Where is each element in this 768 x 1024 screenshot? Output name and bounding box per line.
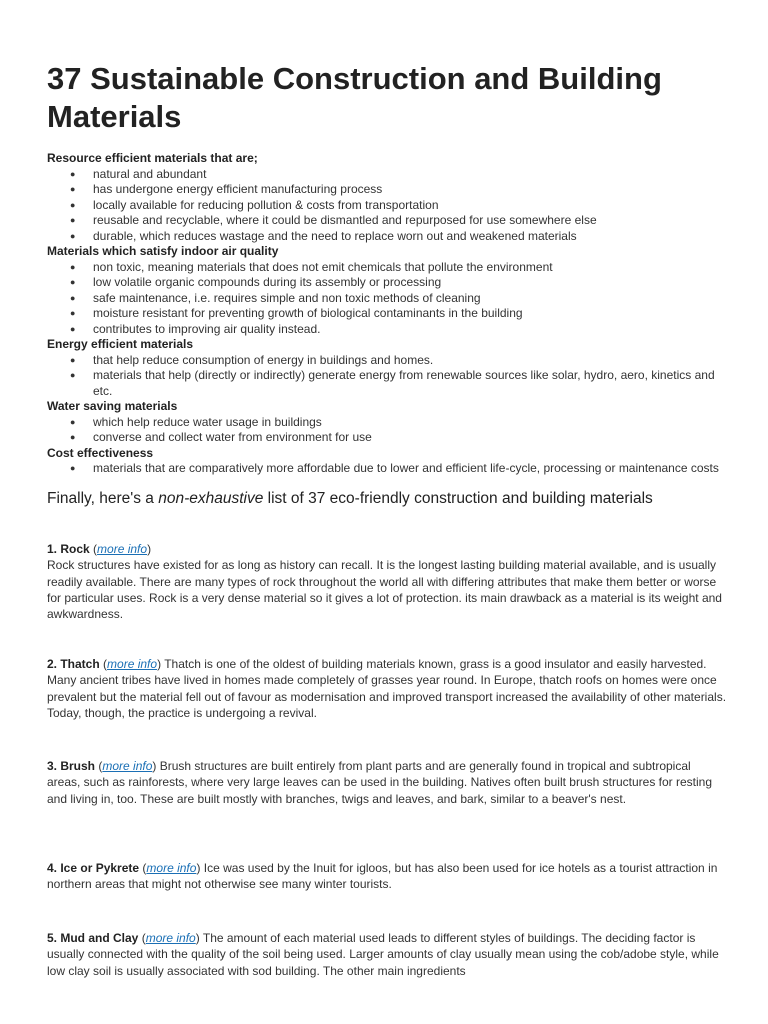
criteria-list <box>47 167 727 245</box>
list-item: ● contributes to improving air quality instead. <box>70 321 321 336</box>
list-item: ● low volatile organic compounds during its assembly or processing <box>70 275 442 289</box>
entry-text: Rock structures have existed for as long as history can recall. It is the longest lasting building material available, and is usually readily available. There are many types of rock throughout the world all with differing attributes that make them better or worse for particular uses. Rock is a very dense material so it gives a lot of protection. its main drawback as a material is its weight and awkwardness. <box>47 558 722 622</box>
bullet-icon: ● <box>70 370 76 380</box>
bullet-icon: ● <box>70 261 76 272</box>
entry-text: Thatch is one of the oldest of building materials known, grass is a good insulator and easily harvested. Many ancient tribes have lived in homes made completely of grasses year round. In Europe, thatch roofs on homes were once prevalent but the material fell out of favour as modernisation and improved transport increased the availability of other materials. Today, though, the practice is undergoing a revival. <box>47 657 727 720</box>
entry-title: 2. Thatch <box>47 657 100 671</box>
entry-title: 1. Rock <box>47 542 90 556</box>
list-item: ● has undergone energy efficient manufacturing process <box>70 182 383 196</box>
material-entry-ice: 4. Ice or Pykrete (more info) Ice was used by the Inuit for igloos, but has also been used for ice hotels as a tourist attraction in northern areas that might not otherwise see many winter tourists. <box>47 861 718 892</box>
section-heading: Water saving materials <box>47 399 178 413</box>
entry-title: 3. Brush <box>47 759 96 773</box>
criteria-list <box>47 461 727 477</box>
bullet-icon: ● <box>70 323 76 334</box>
entry-title: 5. Mud and Clay <box>47 931 139 945</box>
criteria-list <box>47 353 727 400</box>
bullet-icon: ● <box>70 416 76 427</box>
list-item: ● locally available for reducing pollution & costs from transportation <box>70 197 439 212</box>
entry-title: 4. Ice or Pykrete <box>47 861 140 875</box>
bullet-icon: ● <box>70 168 76 179</box>
more-info-link[interactable]: more info <box>145 931 196 945</box>
bullet-icon: ● <box>70 292 76 303</box>
more-info-link[interactable]: more info <box>97 542 148 556</box>
criteria-sections <box>47 151 727 477</box>
list-intro-heading: Finally, here's a non-exhaustive list of 37 eco-friendly construction and building materials <box>47 490 653 507</box>
more-info-link[interactable]: more info <box>146 861 197 875</box>
list-item: ● safe maintenance, i.e. requires simple and non toxic methods of cleaning <box>70 290 481 305</box>
bullet-icon: ● <box>70 463 76 473</box>
section-heading: Resource efficient materials that are; <box>47 151 258 165</box>
entry-text: The amount of each material used leads to different styles of buildings. The deciding factor is usually connected with the quality of the soil being used. Larger amounts of clay usually mean using the cob/adobe style, while low clay soil is usually associated with sod building. The other main ingredients <box>47 931 719 978</box>
criteria-list <box>47 260 727 338</box>
bullet-icon: ● <box>70 184 76 194</box>
more-info-link[interactable]: more info <box>102 759 153 773</box>
criteria-list <box>47 415 727 446</box>
bullet-icon: ● <box>70 230 76 241</box>
section-heading: Cost effectiveness <box>47 445 154 460</box>
entry-text: Ice was used by the Inuit for igloos, but has also been used for ice hotels as a tourist attraction in northern areas that might not otherwise see many winter tourists. <box>47 861 718 892</box>
bullet-icon: ● <box>70 308 76 318</box>
list-item: ● materials that are comparatively more affordable due to lower and efficient life-cycle, processing or maintenance costs <box>70 461 719 475</box>
list-item: ● durable, which reduces wastage and the need to replace worn out and weakened materials <box>70 228 577 243</box>
list-item: ● non toxic, meaning materials that does not emit chemicals that pollute the environment <box>70 259 553 274</box>
material-entry-mud-clay: 5. Mud and Clay (more info) The amount of each material used leads to different styles of buildings. The deciding factor is usually connected with the quality of the soil being used. Larger amounts of clay usually mean using the cob/adobe style, while low clay soil is usually associated with sod building. The other main ingredients <box>47 931 719 978</box>
material-entry-rock: 1. Rock (more info) Rock structures have existed for as long as history can recall. It is the longest lasting building material available, and is usually readily available. There are many types of rock throughout the world all with differing attributes that make them better or worse for particular uses. Rock is a very dense material so it gives a lot of protection. its main drawback as a material is its weight and awkwardness. <box>47 542 722 622</box>
bullet-icon: ● <box>70 354 76 365</box>
bullet-icon: ● <box>70 199 76 210</box>
list-item: ● natural and abundant <box>70 166 207 181</box>
emphasis-text: non-exhaustive <box>158 490 264 507</box>
more-info-link[interactable]: more info <box>107 657 158 671</box>
section-heading: Materials which satisfy indoor air quality <box>47 244 279 258</box>
list-item: ● reusable and recyclable, where it could be dismantled and repurposed for use somewhere else <box>70 213 597 227</box>
section-heading: Energy efficient materials <box>47 337 194 351</box>
material-entry-brush: 3. Brush (more info) Brush structures are built entirely from plant parts and are generally found in tropical and subtropical areas, such as rainforests, where very large leaves can be used in the building. Natives often built brush structures for resting and living in, too. These are built mostly with branches, twigs and leaves, and bark, similar to a beaver's nest. <box>47 759 713 806</box>
bullet-icon: ● <box>70 215 76 225</box>
list-item: ● which help reduce water usage in buildings <box>70 414 322 429</box>
list-item: ● converse and collect water from environment for use <box>70 430 372 444</box>
list-item: ● moisture resistant for preventing growth of biological contaminants in the building <box>70 306 523 320</box>
bullet-icon: ● <box>70 277 76 287</box>
material-entry-thatch: 2. Thatch (more info) Thatch is one of the oldest of building materials known, grass is a good insulator and easily harvested. Many ancient tribes have lived in homes made completely of grasses year round. In Europe, thatch roofs on homes were once prevalent but the material fell out of favour as modernisation and improved transport increased the availability of other materials. Today, though, the practice is undergoing a revival. <box>47 657 727 720</box>
list-item: ● that help reduce consumption of energy in buildings and homes. <box>70 352 434 367</box>
page-title: 37 Sustainable Construction and Building Materials <box>47 61 662 134</box>
list-item: ● materials that help (directly or indirectly) generate energy from renewable sources like solar, hydro, aero, kinetics and etc. <box>70 368 715 398</box>
bullet-icon: ● <box>70 432 76 442</box>
entry-text: Brush structures are built entirely from plant parts and are generally found in tropical and subtropical areas, such as rainforests, where very large leaves can be used in the building. Natives often built brush structures for resting and living in, too. These are built mostly with branches, twigs and leaves, and bark, similar to a beaver's nest. <box>47 759 713 806</box>
